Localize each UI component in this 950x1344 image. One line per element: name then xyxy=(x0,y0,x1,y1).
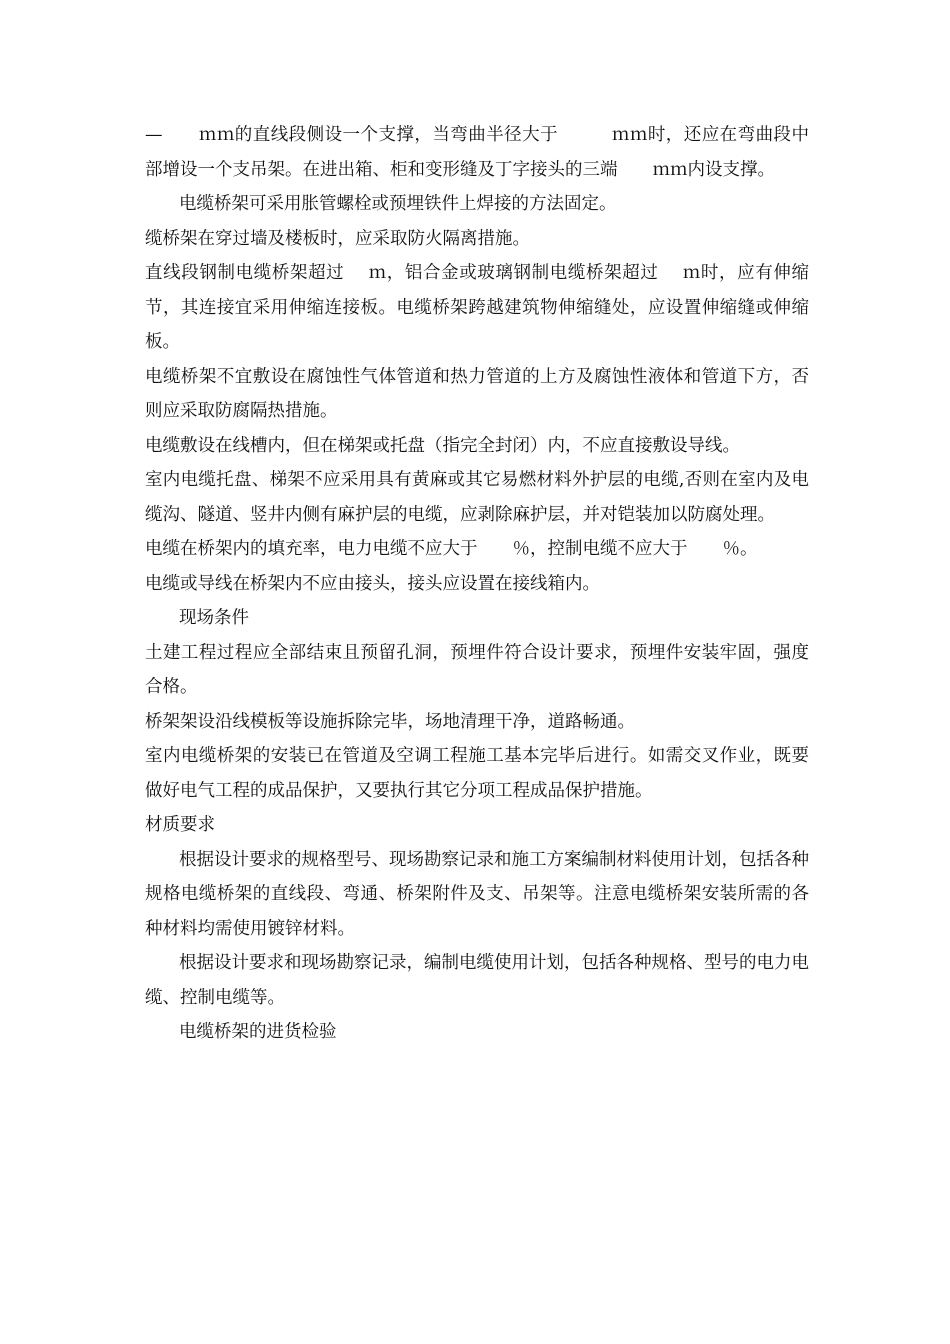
document-page xyxy=(145,118,809,1050)
heading-material-requirements: 材质要求 xyxy=(145,815,215,835)
paragraph-support-spacing: — ｍｍ的直线段侧设一个支撑，当弯曲半径大于 ｍｍ时，还应在弯曲段中部增设一个支吊架。在进出箱、柜和变形缝及丁字接头的三端 ｍｍ内设支撑。 xyxy=(145,125,809,180)
paragraph-no-joints: 电缆或导线在桥架内不应由接头，接头应设置在接线箱内。 xyxy=(145,573,600,594)
paragraph-fire-isolation: 缆桥架在穿过墙及楼板时，应采取防火隔离措施。 xyxy=(145,228,530,249)
paragraph-expansion-joint: 直线段钢制电缆桥架超过 ｍ，铝合金或玻璃钢制电缆桥架超过 ｍ时，应有伸缩节，其连接宜采用伸缩连接板。电缆桥架跨越建筑物伸缩缝处，应设置伸缩缝或伸缩板。 xyxy=(145,263,809,352)
heading-incoming-inspection: 电缆桥架的进货检验 xyxy=(179,1022,337,1042)
paragraph-civil-works: 土建工程过程应全部结束且预留孔洞，预埋件符合设计要求，预埋件安装牢固，强度合格。 xyxy=(145,642,809,697)
paragraph-fixing-method: 电缆桥架可采用胀管螺栓或预埋铁件上焊接的方法固定。 xyxy=(179,194,617,214)
paragraph-material-plan: 根据设计要求的规格型号、现场勘察记录和施工方案编制材料使用计划，包括各种规格电缆桥架的直线段、弯通、桥架附件及支、吊架等。注意电缆桥架安装所需的各种材料均需使用镀锌材料。 xyxy=(145,849,809,939)
paragraph-indoor-installation: 室内电缆桥架的安装已在管道及空调工程施工基本完毕后进行。如需交叉作业，既要做好电气工程的成品保护，又要执行其它分项工程成品保护措施。 xyxy=(145,746,809,801)
paragraph-fill-rate: 电缆在桥架内的填充率，电力电缆不应大于 ％，控制电缆不应大于 ％。 xyxy=(145,539,758,559)
paragraph-cable-plan: 根据设计要求和现场勘察记录，编制电缆使用计划，包括各种规格、型号的电力电缆、控制电缆等。 xyxy=(145,953,809,1008)
paragraph-indoor-cable-sheath: 室内电缆托盘、梯架不应采用具有黄麻或其它易燃材料外护层的电缆,否则在室内及电缆沟、隧道、竖井内侧有麻护层的电缆，应剥除麻护层，并对铠装加以防腐处理。 xyxy=(145,470,809,525)
heading-site-conditions: 现场条件 xyxy=(179,608,249,628)
paragraph-corrosion-protection: 电缆桥架不宜敷设在腐蚀性气体管道和热力管道的上方及腐蚀性液体和管道下方，否则应采取防腐隔热措施。 xyxy=(145,366,809,421)
paragraph-wire-trough: 电缆敷设在线槽内，但在梯架或托盘（指完全封闭）内，不应直接敷设导线。 xyxy=(145,435,740,456)
paragraph-formwork-removal: 桥架架设沿线模板等设施拆除完毕，场地清理干净，道路畅通。 xyxy=(145,711,635,732)
